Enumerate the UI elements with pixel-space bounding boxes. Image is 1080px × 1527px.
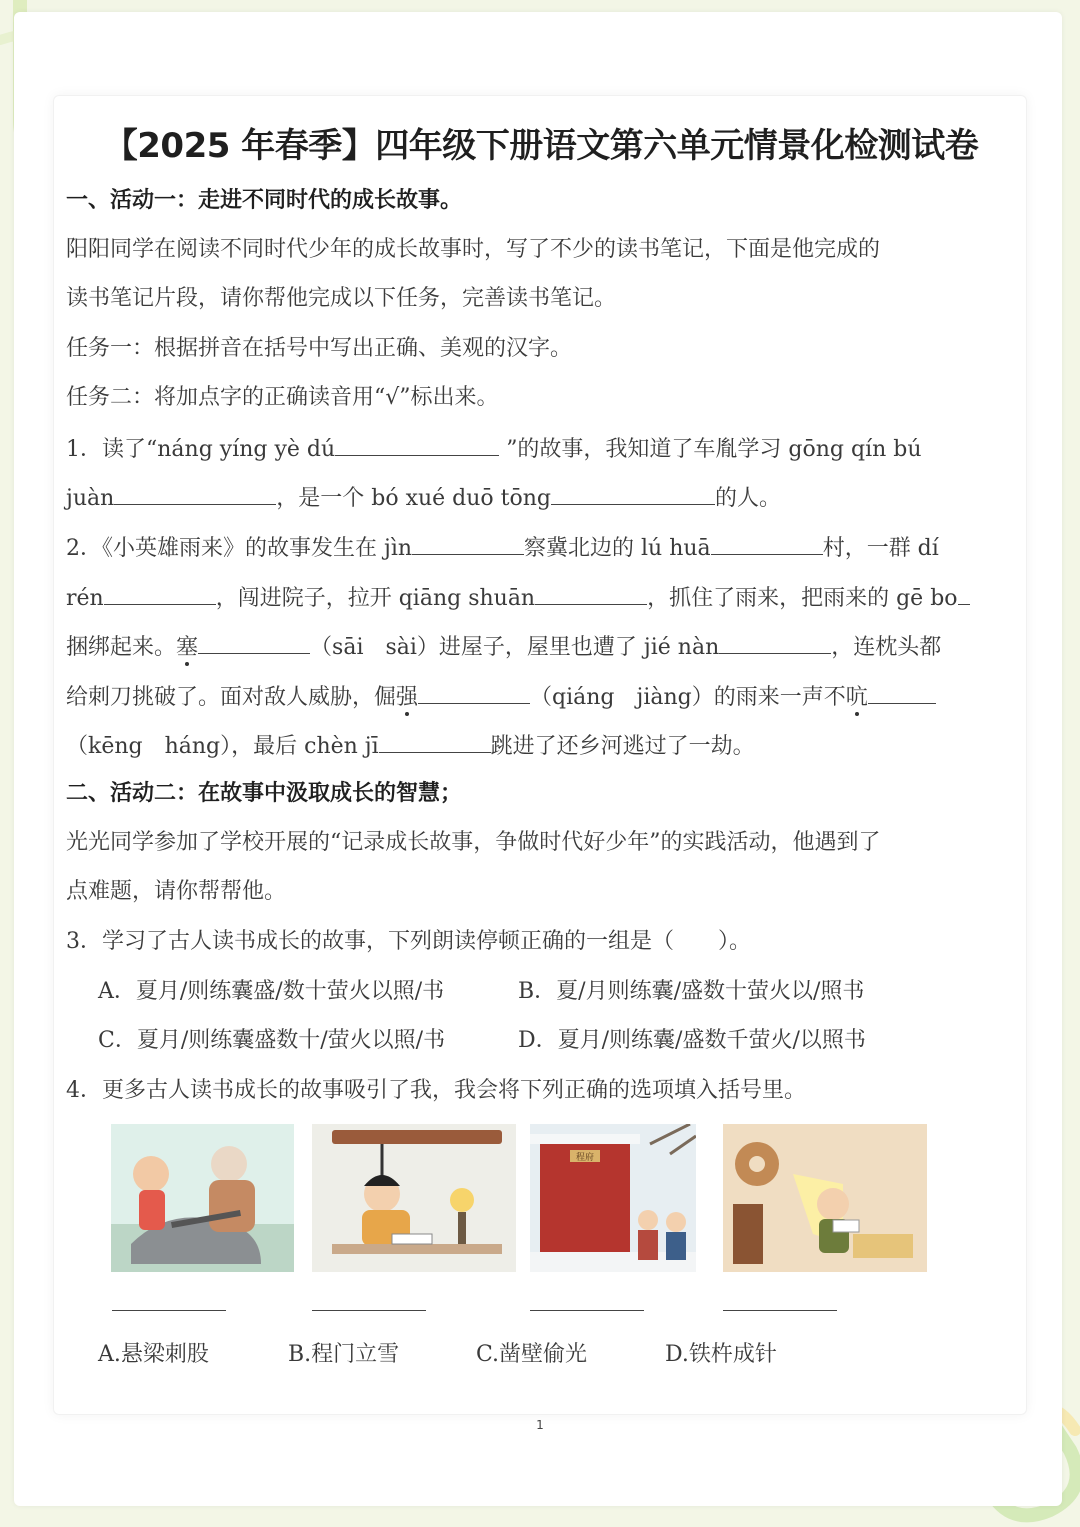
q3-option-b[interactable]: B．夏/月则练囊/盛数十萤火以/照书 bbox=[518, 979, 865, 1004]
q1-blank2[interactable] bbox=[114, 482, 276, 505]
q2-text-c: 村，一群 dí bbox=[822, 536, 939, 561]
section2-heading: 二、活动二：在故事中汲取成长的智慧； bbox=[66, 781, 463, 806]
q3-option-d[interactable]: D．夏月/则练囊/盛数千萤火/以照书 bbox=[518, 1028, 866, 1053]
q3-stem: 3．学习了古人读书成长的故事，下列朗读停顿正确的一组是（ ）。 bbox=[66, 929, 751, 954]
q4-option-d: D.铁杵成针 bbox=[665, 1342, 777, 1367]
q2-text-d: rén bbox=[66, 586, 104, 611]
q2-blank6[interactable] bbox=[198, 631, 310, 654]
dotted-char-keng: 吭 bbox=[845, 685, 868, 710]
q4-answer-line-4[interactable] bbox=[723, 1310, 837, 1311]
q4-stem: 4．更多古人读书成长的故事吸引了我，我会将下列正确的选项填入括号里。 bbox=[66, 1078, 806, 1103]
q2-line2 bbox=[66, 582, 970, 614]
q2-text-l: （kēng háng），最后 chèn jī bbox=[66, 734, 379, 759]
q2-line4 bbox=[66, 681, 936, 713]
section2-intro-line1: 光光同学参加了学校开展的“记录成长故事，争做时代好少年”的实践活动，他遇到了 bbox=[66, 830, 881, 855]
dotted-char-sai: 塞 bbox=[176, 635, 199, 660]
q2-blank5[interactable] bbox=[958, 582, 970, 605]
q2-text-f: ，抓住了雨来，把雨来的 gē bo bbox=[647, 586, 958, 611]
q2-text-e: ，闯进院子，拉开 qiāng shuān bbox=[215, 586, 536, 611]
q2-text-j: 给刺刀挑破了。面对敌人威胁，倔 bbox=[66, 685, 397, 710]
section2-intro-line2: 点难题，请你帮帮他。 bbox=[66, 879, 287, 904]
q1-blank1[interactable] bbox=[335, 433, 499, 456]
task1-text: 任务一：根据拼音在括号中写出正确、美观的汉字。 bbox=[66, 336, 573, 361]
q1-text-c: juàn bbox=[66, 486, 115, 511]
section1-intro-line1: 阳阳同学在阅读不同时代少年的成长故事时，写了不少的读书笔记，下面是他完成的 bbox=[66, 237, 881, 262]
q3-option-c[interactable]: C．夏月/则练囊盛数十/萤火以照/书 bbox=[98, 1028, 446, 1053]
q2-line5 bbox=[66, 730, 755, 762]
q2-blank2[interactable] bbox=[711, 532, 823, 555]
q2-text-m: 跳进了还乡河逃过了一劫。 bbox=[490, 734, 755, 759]
q2-text-k: （qiáng jiàng）的雨来一声不 bbox=[530, 685, 846, 710]
q4-answer-line-3[interactable] bbox=[530, 1310, 644, 1311]
q2-blank1[interactable] bbox=[412, 532, 524, 555]
q1-line1 bbox=[66, 433, 922, 465]
q2-line1 bbox=[66, 532, 939, 564]
q4-option-b: B.程门立雪 bbox=[288, 1342, 400, 1367]
page-title: 【2025 年春季】四年级下册语文第六单元情景化检测试卷 bbox=[103, 126, 979, 166]
q2-blank9[interactable] bbox=[868, 681, 936, 704]
q2-text-a: 2．《小英雄雨来》的故事发生在 jìn bbox=[66, 536, 413, 561]
q2-text-g: 捆绑起来。 bbox=[66, 635, 177, 660]
illustration-grinding-iron-rod bbox=[111, 1124, 294, 1272]
q1-line2 bbox=[66, 482, 781, 514]
q2-blank8[interactable] bbox=[418, 681, 530, 704]
gate-plaque-text: 程府 bbox=[575, 1153, 595, 1163]
q2-blank4[interactable] bbox=[535, 582, 647, 605]
q2-text-h: （sāi sài）进屋子，屋里也遭了 jié nàn bbox=[310, 635, 720, 660]
q2-text-i: ，连枕头都 bbox=[831, 635, 942, 660]
q4-answer-line-2[interactable] bbox=[312, 1310, 426, 1311]
section1-heading: 一、活动一：走进不同时代的成长故事。 bbox=[66, 188, 463, 213]
q1-text-b: ”的故事，我知道了车胤学习 gōng qín bú bbox=[506, 437, 922, 462]
dotted-char-qiang: 强 bbox=[396, 685, 419, 710]
q2-blank7[interactable] bbox=[719, 631, 831, 654]
q4-answer-line-1[interactable] bbox=[112, 1310, 226, 1311]
page-number: 1 bbox=[536, 1418, 544, 1432]
task2-text: 任务二：将加点字的正确读音用“√”标出来。 bbox=[66, 385, 499, 410]
q2-blank3[interactable] bbox=[104, 582, 216, 605]
q3-option-a[interactable]: A．夏月/则练囊盛/数十萤火以照/书 bbox=[98, 979, 445, 1004]
q1-text-e: 的人。 bbox=[715, 486, 782, 511]
q4-option-c: C.凿壁偷光 bbox=[476, 1342, 588, 1367]
illustration-snow-at-cheng-gate bbox=[530, 1124, 696, 1272]
q2-line3 bbox=[66, 631, 941, 663]
q1-text-a: 1．读了“náng yíng yè dú bbox=[66, 437, 336, 462]
illustration-borrowing-light-through-wall bbox=[723, 1124, 927, 1272]
q1-blank3[interactable] bbox=[551, 482, 715, 505]
q4-option-a: A.悬梁刺股 bbox=[98, 1342, 209, 1367]
q2-blank10[interactable] bbox=[379, 730, 491, 753]
q2-text-b: 察冀北边的 lú huā bbox=[524, 536, 711, 561]
section1-intro-line2: 读书笔记片段，请你帮他完成以下任务，完善读书笔记。 bbox=[66, 286, 617, 311]
q1-text-d: ，是一个 bó xué duō tōng bbox=[276, 486, 552, 511]
illustration-hair-tied-to-beam bbox=[312, 1124, 516, 1272]
